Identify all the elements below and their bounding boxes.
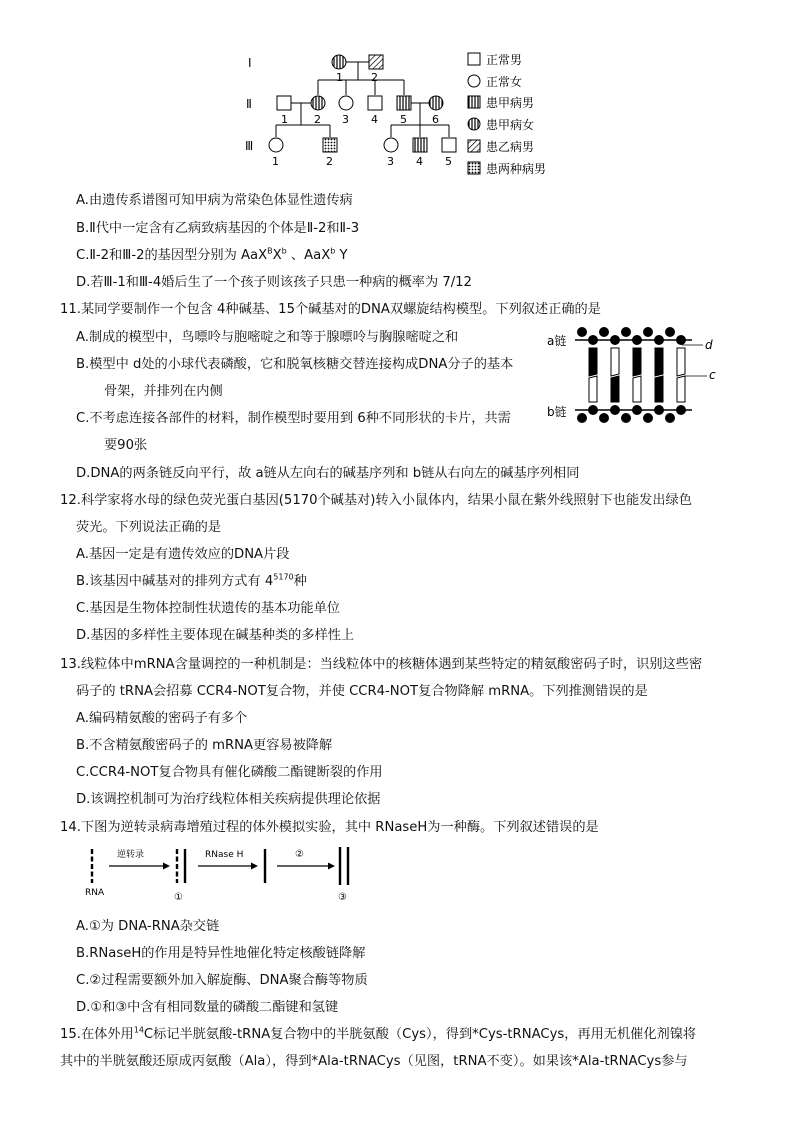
- pedigree-II1-number: 1: [281, 113, 288, 126]
- pedigree-III3-number: 3: [387, 155, 394, 168]
- legend-symbol-affected-female: [468, 118, 480, 130]
- q10-option-c-text-3: 、AaX: [286, 248, 331, 263]
- q14-option-d: D.①和③中含有相同数量的磷酸二酯键和氢键: [76, 1000, 339, 1015]
- pedigree-II5-affected-male: [397, 96, 411, 110]
- step-reverse-transcription-label: 逆转录: [117, 850, 145, 860]
- q13-option-c: C.CCR4-NOT复合物具有催化磷酸二酯键断裂的作用: [76, 765, 383, 780]
- generation-label-3: Ⅲ: [245, 139, 254, 153]
- q15-stem-text-1: 15.在体外用: [60, 1027, 134, 1042]
- q13-option-a: A.编码精氨酸的密码子有多个: [76, 711, 248, 726]
- step-rnase-h-label: RNase H: [205, 850, 244, 860]
- pedigree-III5-number: 5: [445, 155, 452, 168]
- legend-label-normal-male: 正常男: [486, 53, 523, 67]
- q11-option-b-line-1: B.模型中 d处的小球代表磷酸，它和脱氧核糖交替连接构成DNA分子的基本: [76, 357, 514, 372]
- pedigree-I2-number: 2: [371, 71, 378, 84]
- q15-stem-text-2: C标记半胱氨酸-tRNA复合物中的半胱氨酸（Cys），得到*Cys-tRNACys，再用无机催化剂镍将: [143, 1027, 697, 1042]
- q13-stem-line-2: 码子的 tRNA会招募 CCR4-NOT复合物，并使 CCR4-NOT复合物降解 mRNA。下列推测错误的是: [76, 684, 648, 699]
- q11-stem: 11.某同学要制作一个包含 4种碱基、15个碱基对的DNA双螺旋结构模型。下列叙述正确的是: [60, 302, 601, 317]
- pedigree-III2-number: 2: [326, 155, 333, 168]
- pedigree-III1-normal-female: [269, 138, 283, 152]
- q14-option-b: B.RNaseH的作用是特异性地催化特定核酸链降解: [76, 946, 366, 961]
- hybrid-marker: ①: [174, 892, 183, 903]
- generation-label-2: Ⅱ: [246, 97, 252, 111]
- legend-label-both-diseases-male: 患两种病男: [486, 162, 547, 176]
- q13-option-b: B.不含精氨酸密码子的 mRNA更容易被降解: [76, 738, 333, 753]
- pedigree-II6-number: 6: [432, 113, 439, 126]
- pedigree-I2-disease-b-male: [369, 55, 383, 69]
- legend-label-disease-b-male: 患乙病男: [486, 140, 535, 154]
- q11-option-d: D.DNA的两条链反向平行，故 a链从左向右的碱基序列和 b链从右向左的碱基序列相同: [76, 466, 580, 481]
- c-label: c: [709, 368, 716, 382]
- legend-label-affected-female: 患甲病女: [486, 118, 535, 132]
- q14-option-a: A.①为 DNA-RNA杂交链: [76, 919, 220, 934]
- legend-symbol-disease-b-male: [468, 140, 480, 152]
- q10-option-c-text-2: X: [272, 248, 282, 263]
- dna-model-figure: [545, 318, 745, 428]
- q10-option-b: B.Ⅱ代中一定含有乙病致病基因的个体是Ⅱ-2和Ⅱ-3: [76, 221, 360, 236]
- q11-option-a: A.制成的模型中，鸟嘌呤与胞嘧啶之和等于腺嘌呤与胸腺嘧啶之和: [76, 330, 459, 345]
- pedigree-III3-normal-female: [384, 138, 398, 152]
- q12-option-b-sup: 5170: [273, 572, 294, 582]
- q10-option-c-text-4: Y: [335, 248, 348, 263]
- pedigree-figure: [0, 0, 793, 185]
- pedigree-II4-number: 4: [371, 113, 378, 126]
- q10-option-a: A.由遗传系谱图可知甲病为常染色体显性遗传病: [76, 193, 353, 208]
- q15-stem-line-1: [60, 1026, 696, 1044]
- q12-stem-line-1: 12.科学家将水母的绿色荧光蛋白基因(5170个碱基对)转入小鼠体内，结果小鼠在紫外线照射下也能发出绿色: [60, 493, 692, 508]
- generation-label-1: Ⅰ: [248, 56, 252, 70]
- q10-option-d: D.若Ⅲ-1和Ⅲ-4婚后生了一个孩子则该孩子只患一种病的概率为 7/12: [76, 275, 472, 290]
- q10-option-c-sup-3: b: [330, 246, 336, 256]
- retrovirus-process-figure: [85, 845, 375, 905]
- q15-stem-line-2: 其中的半胱氨酸还原成丙氨酸（Ala），得到*Ala-tRNACys（见图，tRNA不变）。如果该*Ala-tRNACys参与: [60, 1054, 688, 1069]
- pedigree-II2-affected-female: [311, 96, 325, 110]
- q10-option-c-sup-1: B: [267, 246, 273, 256]
- pedigree-II5-number: 5: [400, 113, 407, 126]
- hybrid-strand: [177, 849, 185, 883]
- d-label: d: [705, 338, 713, 352]
- base-pairs: [589, 348, 685, 402]
- pedigree-II3-number: 3: [342, 113, 349, 126]
- pedigree-II3-normal-female: [339, 96, 353, 110]
- q12-option-c: C.基因是生物体控制性状遗传的基本功能单位: [76, 601, 340, 616]
- legend-label-normal-female: 正常女: [486, 75, 523, 89]
- legend-symbol-affected-male: [468, 96, 480, 108]
- pedigree-III4-affected-male: [413, 138, 427, 152]
- q13-stem-line-1: 13.线粒体中mRNA含量调控的一种机制是：当线粒体中的核糖体遇到某些特定的精氨酸密码子时，识别这些密: [60, 657, 703, 672]
- q13-option-d: D.该调控机制可为治疗线粒体相关疾病提供理论依据: [76, 792, 381, 807]
- q11-option-b-line-2: 骨架，并排列在内侧: [104, 384, 223, 399]
- pedigree-III5-normal-male: [442, 138, 456, 152]
- pedigree-I1-affected-female: [332, 55, 346, 69]
- q11-option-c-line-1: C.不考虑连接各部件的材料，制作模型时要用到 6种不同形状的卡片，共需: [76, 411, 511, 426]
- b-chain-phosphates: [577, 405, 686, 423]
- pedigree-III1-number: 1: [272, 155, 279, 168]
- q10-option-c-text-1: C.Ⅱ-2和Ⅲ-2的基因型分别为 AaX: [76, 248, 268, 263]
- legend-symbol-normal-male: [468, 53, 480, 65]
- b-chain-label: b链: [547, 405, 567, 419]
- pedigree-II1-normal-male: [277, 96, 291, 110]
- legend-label-affected-male: 患甲病男: [486, 96, 535, 110]
- q10-option-c: [76, 247, 348, 265]
- q12-stem-line-2: 荧光。下列说法正确的是: [76, 520, 222, 535]
- q12-option-b: [76, 573, 307, 591]
- double-dna-strand: [340, 847, 348, 885]
- pedigree-II6-affected-female: [429, 96, 443, 110]
- q12-option-a: A.基因一定是有遗传效应的DNA片段: [76, 547, 290, 562]
- q12-option-b-text-2: 种: [293, 574, 307, 589]
- q14-stem: 14.下图为逆转录病毒增殖过程的体外模拟实验，其中 RNaseH为一种酶。下列叙述错误的是: [60, 820, 599, 835]
- q11-option-c-line-2: 要90张: [104, 438, 148, 453]
- pedigree-II2-number: 2: [314, 113, 321, 126]
- pedigree-III2-both-diseases-male: [323, 138, 337, 152]
- step-2-marker: ②: [295, 849, 304, 860]
- pedigree-I1-number: 1: [336, 71, 343, 84]
- double-strand-marker: ③: [338, 892, 347, 903]
- q15-stem-sup: 14: [133, 1025, 144, 1035]
- q14-option-c: C.②过程需要额外加入解旋酶、DNA聚合酶等物质: [76, 973, 368, 988]
- pedigree-III4-number: 4: [416, 155, 423, 168]
- a-chain-phosphates: [577, 327, 686, 345]
- legend-symbol-normal-female: [468, 75, 480, 87]
- legend-symbol-both-diseases-male: [468, 162, 480, 174]
- q12-option-d: D.基因的多样性主要体现在碱基种类的多样性上: [76, 628, 355, 643]
- q12-option-b-text-1: B.该基因中碱基对的排列方式有 4: [76, 574, 274, 589]
- rna-label: RNA: [85, 888, 105, 898]
- q10-option-c-sup-2: b: [281, 246, 287, 256]
- a-chain-label: a链: [547, 334, 567, 348]
- pedigree-II4-normal-male: [368, 96, 382, 110]
